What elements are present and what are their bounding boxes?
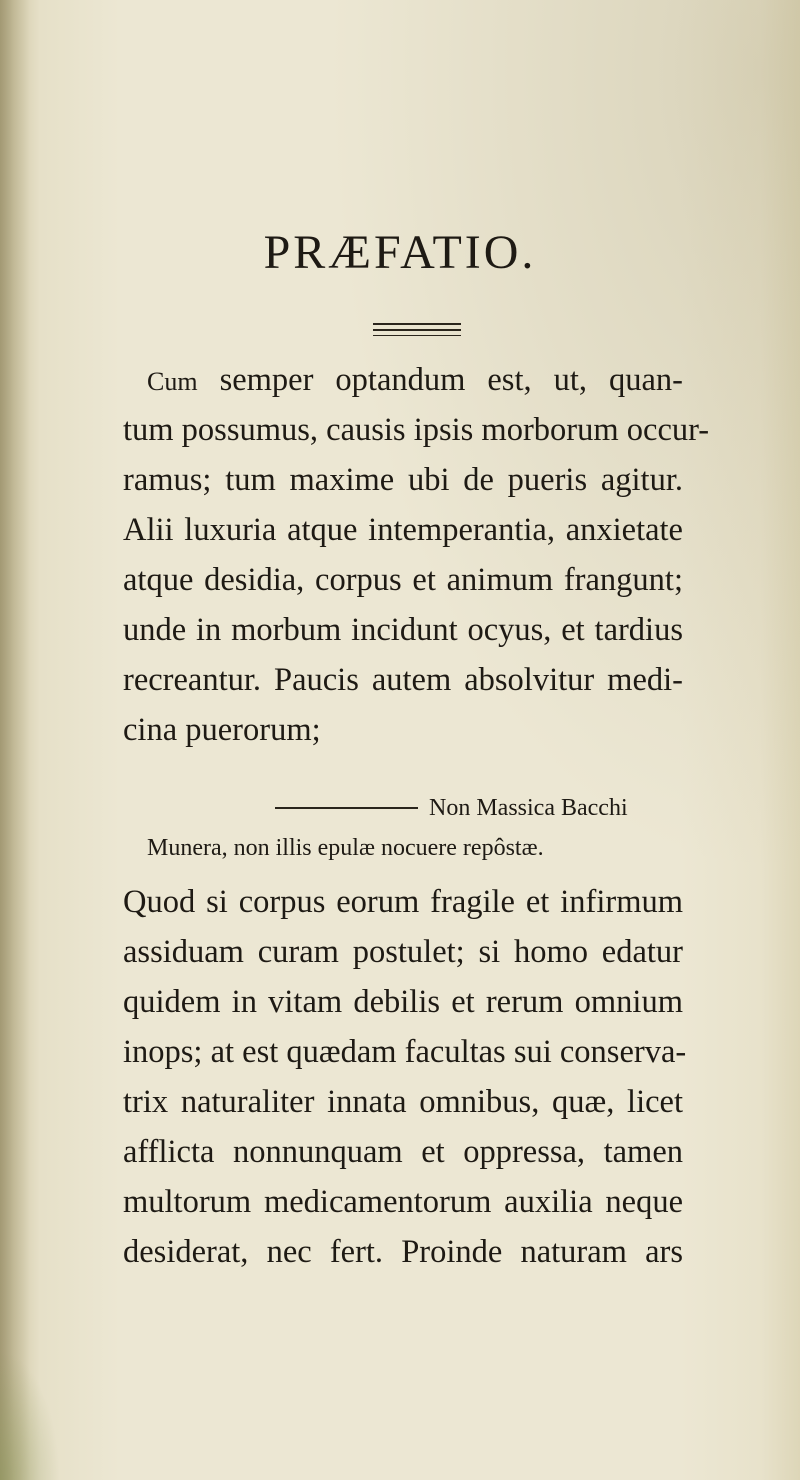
title-rule [373, 323, 461, 325]
text-line [147, 360, 683, 402]
text-line: unde in morbum incidunt ocyus, et tardius [123, 612, 683, 648]
text-line: atque desidia, corpus et animum frangunt; [123, 562, 683, 598]
text-line: ramus; tum maxime ubi de pueris agitur. [123, 462, 683, 498]
drop-word: Cum [147, 367, 198, 396]
text-line: trix naturaliter innata omnibus, quæ, licet [123, 1084, 683, 1120]
text-line: Quod si corpus eorum fragile et infirmum [123, 884, 683, 920]
quotation-dash [275, 807, 418, 809]
quotation-line: Munera, non illis epulæ nocuere repôstæ. [147, 835, 544, 861]
page-title: PRÆFATIO. [263, 226, 537, 279]
text-line: afflicta nonnunquam et oppressa, tamen [123, 1134, 683, 1170]
text-line: quidem in vitam debilis et rerum omnium [123, 984, 683, 1020]
text-line: tum possumus, causis ipsis morborum occur- [123, 412, 710, 448]
text-line: Alii luxuria atque intemperantia, anxietate [123, 512, 683, 548]
title-rule [373, 329, 461, 331]
text-line: multorum medicamentorum auxilia neque [123, 1184, 683, 1220]
text-line: inops; at est quædam facultas sui conserva- [123, 1034, 687, 1070]
title-rule [373, 335, 461, 336]
text-line: cina puerorum; [123, 712, 321, 748]
spine-shadow [0, 0, 30, 1480]
page-stain [0, 1350, 60, 1480]
text-line: assiduam curam postulet; si homo edatur [123, 934, 683, 970]
line-text: semper optandum est, ut, quan- [197, 362, 683, 398]
quotation-line: Non Massica Bacchi [429, 795, 628, 821]
text-line: recreantur. Paucis autem absolvitur medi- [123, 662, 683, 698]
text-line: desiderat, nec fert. Proinde naturam ars [123, 1234, 683, 1270]
